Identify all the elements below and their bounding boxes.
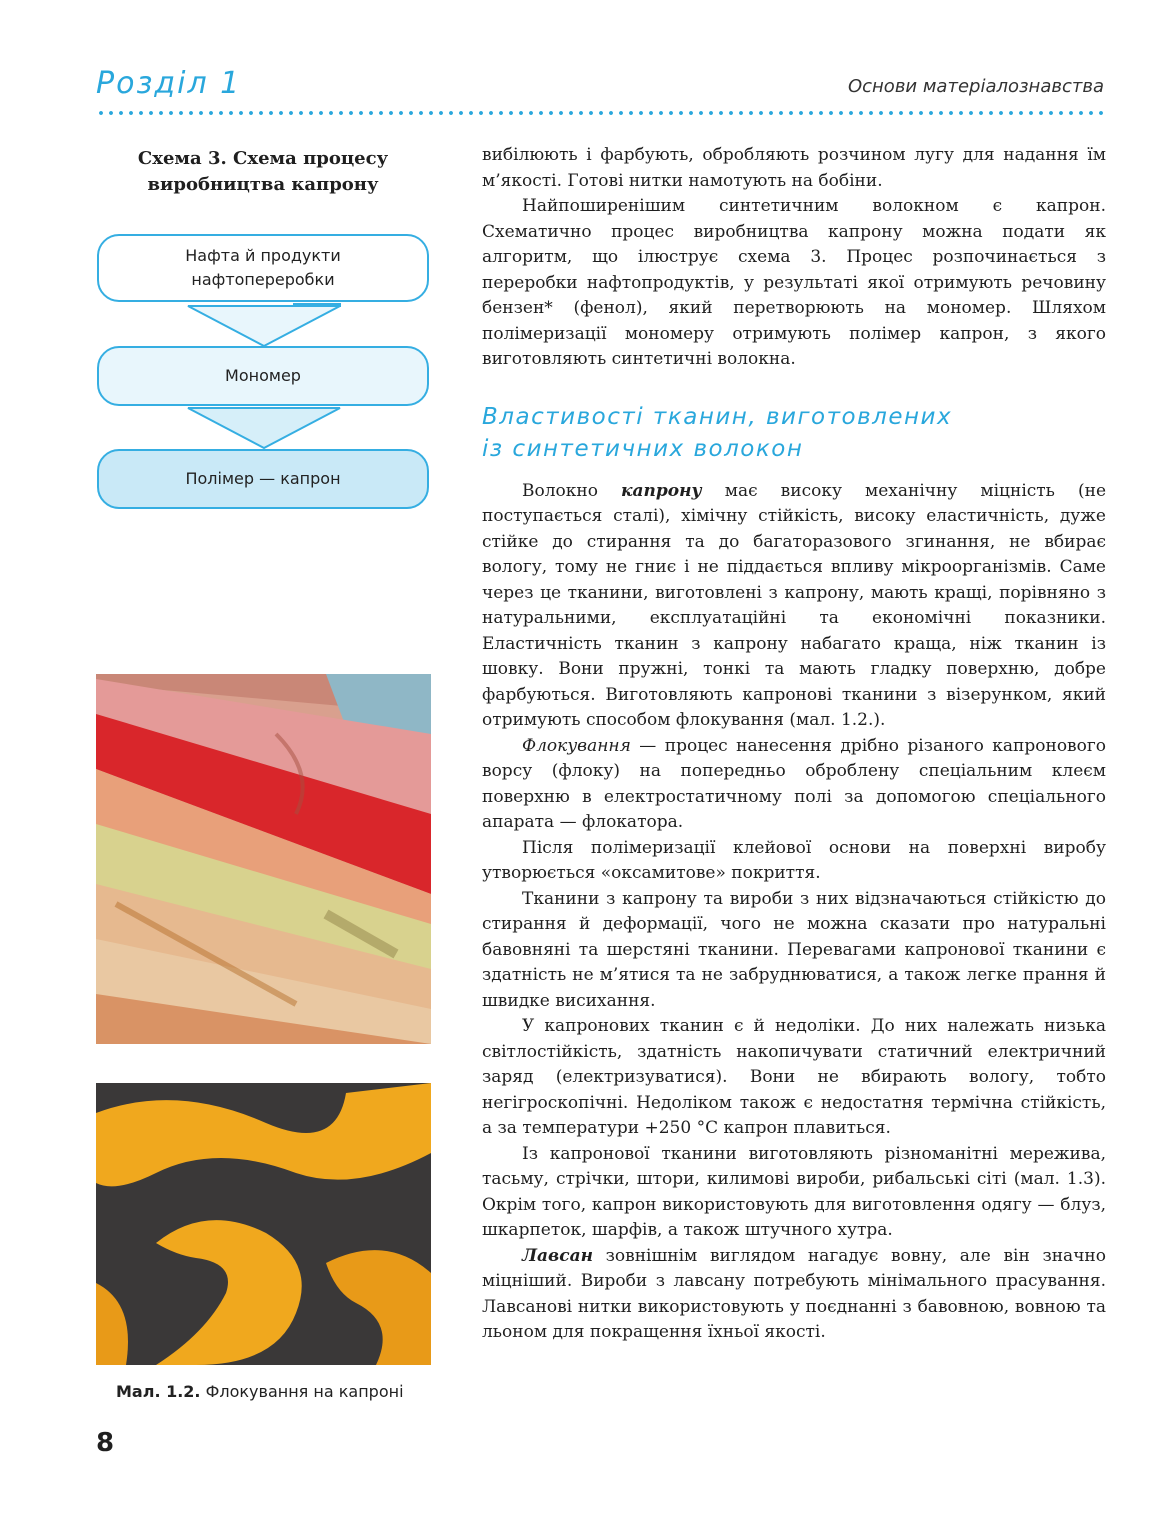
fabric-rolls-photo <box>96 674 431 1044</box>
paragraph-7: У капронових тканин є й недоліки. До них належать низька світлостійкість, здатність накопичувати статичний електричний заряд (електризуватися). Вони не вбирають вологу, тобто негігроскопічні. Недоліком також є недостатня термічна стійкість, а за температури +250 °С капрон плавиться. <box>482 1016 1106 1138</box>
flow-step-oil <box>97 234 429 302</box>
running-header: Основи матеріалознавства <box>847 76 1104 97</box>
paragraph-4 <box>482 734 1106 836</box>
flow-step-polymer: Полімер — капрон <box>97 449 429 509</box>
flow-arrow-1 <box>188 304 340 346</box>
figure-caption <box>116 1382 404 1401</box>
paragraph-9-rest: зовнішнім виглядом нагадує вовну, але він значно міцніший. Вироби з лавсану потребують мінімального прасування. Лавсанові нитки використовують у поєднанні з бавовною, вовною та льоном для покращення їхньої якості. <box>482 1245 1106 1342</box>
term-flocking: Флокування <box>522 735 631 756</box>
paragraph-8: Із капронової тканини виготовляють різноманітні мережива, тасьму, стрічки, штори, килимові вироби, рибальські сіті (мал. 1.3). Окрім того, капрон використовують для виготовлення одягу — блуз, шкарпеток, шарфів, а також штучного хутра. <box>482 1143 1106 1240</box>
paragraph-5: Після полімеризації клейової основи на поверхні виробу утворюється «оксамитове» покриття. <box>482 837 1106 883</box>
section-heading-line2: із синтетичних волокон <box>482 435 804 462</box>
flocked-pattern-illustration <box>96 1083 431 1365</box>
flow-step-monomer: Мономер <box>97 346 429 406</box>
scheme-title-line1: Схема 3. Схема процесу <box>137 148 389 169</box>
main-text-column <box>482 143 1106 1346</box>
term-lavsan: Лавсан <box>522 1245 593 1266</box>
paragraph-9 <box>482 1244 1106 1346</box>
header-dotted-rule <box>96 110 1106 116</box>
paragraph-6: Тканини з капрону та вироби з них відзначаються стійкістю до стирання й деформації, чого не можна сказати про натуральні бавовняні та шерстяні тканини. Перевагами капронової тканини є здатність не м’ятися та не забруднюватися, а також легке прання й швидке висихання. <box>482 888 1106 1011</box>
flocked-pattern-photo <box>96 1083 431 1365</box>
paragraph-2: Найпоширенішим синтетичним волокном є капрон. Схематично процес виробництва капрону можна подати як алгоритм, що ілюструє схема 3. Процес розпочинається з переробки нафтопродуктів, у результаті якої отримують речовину бензен* (фенол), який перетворюють на мономер. Шляхом полімеризації мономеру отримують полімер капрон, з якого виготовляють синтетичні волокна. <box>482 196 1106 369</box>
flow-step-oil-line1: Нафта й продукти <box>185 246 341 265</box>
scheme-title-line2: виробництва капрону <box>147 174 379 195</box>
paragraph-1: вибілюють і фарбують, обробляють розчином лугу для надання їм м’якості. Готові нитки намотують на бобіни. <box>482 145 1106 191</box>
figure-caption-text: Флокування на капроні <box>200 1382 404 1401</box>
section-heading-line1: Властивості тканин, виготовлених <box>482 403 953 430</box>
fabric-rolls-illustration <box>96 674 431 1044</box>
paragraph-3-start: Волокно <box>522 480 622 501</box>
paragraph-3 <box>482 479 1106 734</box>
section-heading <box>482 401 1106 465</box>
process-flowchart <box>96 232 432 512</box>
flow-arrow-2 <box>188 408 340 448</box>
term-kapron: капрону <box>621 480 702 501</box>
page-number: 8 <box>96 1428 115 1458</box>
scheme-title <box>96 146 430 198</box>
paragraph-3-rest: має високу механічну міцність (не поступається сталі), хімічну стійкість, високу еластичність, дуже стійке до стирання та до багаторазового згинання, не вбирає вологу, тому не гниє і не піддається впливу мікроорганізмів. Саме через це тканини, виготовлені з капрону, мають кращі, порівняно з натуральними, експлуатаційні та економічні показники. Еластичність тканин з капрону набагато краща, ніж тканин із шовку. Вони пружні, тонкі та мають гладку поверхню, добре фарбуються. Виготовляють капронові тканини з візерунком, який отримують способом флокування (мал. 1.2.). <box>482 480 1107 730</box>
chapter-title: Розділ 1 <box>96 66 242 101</box>
flow-step-oil-line2: нафтопереробки <box>191 270 335 289</box>
figure-caption-label: Мал. 1.2. <box>116 1382 201 1401</box>
paragraph-4-rest: — процес нанесення дрібно різаного капронового ворсу (флоку) на попередньо оброблену спеціальним клеєм поверхню в електростатичному полі за допомогою спеціального апарата — флокатора. <box>482 735 1106 832</box>
